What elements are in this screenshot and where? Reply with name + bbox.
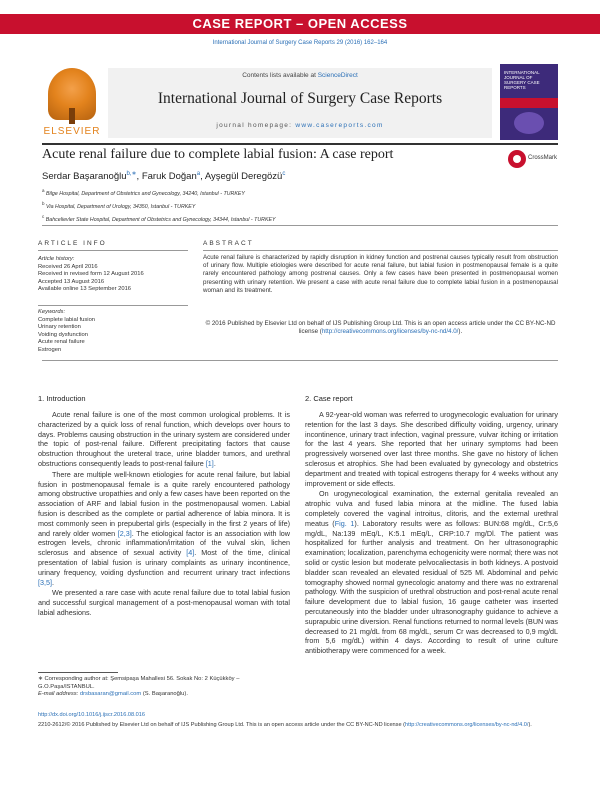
history-item: Received in revised form 12 August 2016 [38,271,144,278]
open-access-banner: CASE REPORT – OPEN ACCESS [0,14,600,34]
affiliation-marker: a [42,188,45,193]
email-link[interactable]: drsbasaran@gmail.com [79,691,142,698]
author-name: Ayşegül Deregözü [204,171,283,183]
keyword: Estrogen [38,346,62,353]
case-text: ). Laboratory results were as follows: BUN:68 mg/dL, Cr:5,6 mg/dL, Na:139 mEq/L, K:5.1 mEq/L, CRP:10.7 mg/Dl. The patient was hospitalized for further analysis and treatment. On her ultrasonographic examination; localization, parenchyma echogenicity were normal; there was not solid or cystic lesion but moderate pelvocaliectasis in both kidneys. A postvoid bladder scan revealed an elevated residual of 525 Ml. Abdominal and pelvic tomography showed normal gynecologic anatomy and there was no extrarenal pathology. With the suspicion of urethral obstruction and post-renal acute renal failure development due to labial fusion, 16 gauge catheter was inserted percutaneously into the bladder under ultrasonography guidance to achieve a suprapubic urine diversion. Renal functions returned to normal levels (BUN was decreased to 21 mg/dL from 68 mg/dL, serum Cr was decreased to 0,9 mg/dL from 5,6 mg/dL) within 4 days. According to result of urine culture antibiotherapy were commenced for a week. [305,518,559,656]
history-heading: Article history: [38,256,75,262]
cover-title: INTERNATIONAL JOURNAL OF SURGERY CASE REPORTS [504,70,540,90]
author-list: Serdar Başaranoğlu$^{b,∗}$, Faruk Doğan$^a$, Ayşegül Deregözü$^c$ [42,171,286,183]
body-rule [42,360,558,361]
citation-link[interactable]: [1] [205,458,214,468]
abstract-rule [203,250,558,251]
affiliation [42,212,558,225]
abstract-text: Acute renal failure is characterized by rapidly disruption in kidney function and postrenal causes typically result from obstruction of urinary flow. Multiple etiologies were described for acute renal failure, but labial fusion in postmenopausal female is a quite rarely encountered pathology among postrenal causes. Only a few cases have been presented in postmenopausal women presenting with urinary retention. We present a case with acute renal failure due to complete labial fusion in a postmenopausal woman and its treatment. [203,254,558,294]
author-affil-marker[interactable]: b,∗ [126,171,137,177]
crossmark-icon [508,150,526,168]
article-title: Acute renal failure due to complete labial fusion: A case report [42,147,394,162]
citation-link[interactable]: [2,3] [117,528,132,538]
intro-text: . [52,577,54,587]
figure-link[interactable]: Fig. 1 [334,518,355,528]
corresponding-author-footnote [38,676,288,699]
author-name: Serdar Başaranoğlu [42,171,127,183]
elsevier-logo [42,64,102,140]
journal-cover-thumbnail [500,64,558,140]
history-item: Accepted 13 August 2016 [38,278,105,285]
copyright-end: ). [458,328,463,336]
intro-text: Acute renal failure is one of the most common urological problems. It is characterized by a quick loss of renal function, which develops over hours to days. Problems causing obstruction in the urinary system are considered under the topic of post-renal failure. Different precipitating factors that cause obstruction throughout the ureteral trace, urine bladder tumors, and urethral obstructions consequently leads to post-renal failure [38,410,290,468]
intro-paragraph [38,470,290,588]
affiliations [42,186,558,224]
contents-prefix: Contents lists available at [242,72,318,79]
email-label: E-mail address: [38,691,80,698]
author-email-line [38,691,288,699]
history-item: Available online 13 September 2016 [38,286,132,293]
article-info-rule [38,250,188,251]
journal-homepage [108,122,492,129]
journal-name: International Journal of Surgery Case Reports [157,90,443,107]
cover-stripe [500,98,558,108]
case-report-column [305,410,558,657]
case-text: On urogynecological examination, the external genitalia revealed an atrophic vulva and fused labia minora at the midline. The fused labia completely covered the vaginal introitus, clitoris, and the external urethral meatus ( [305,489,558,528]
masthead-box [108,68,492,138]
author-affil-marker[interactable]: a [196,171,201,177]
article-info-label: ARTICLE INFO [38,240,107,247]
affiliation-marker: c [42,213,45,219]
introduction-column [38,410,290,619]
contents-line [108,72,492,79]
journal-citation[interactable]: International Journal of Surgery Case Reports 29 (2016) 162–164 [212,40,388,46]
homepage-link[interactable]: www.casereports.com [295,122,384,129]
bottom-license-link[interactable]: http://creativecommons.org/licenses/by-nc-nd/4.0/ [405,722,529,728]
email-end: (S. Başaranoğlu). [141,691,188,698]
keyword: Voiding dysfunction [38,331,88,338]
author-name: Faruk Doğan [141,171,197,183]
keywords-heading: Keywords: [38,309,66,315]
copyright-text: © 2016 Published by Elsevier Ltd on behalf of IJS Publishing Group Ltd. This is an open access article under the CC BY-NC-ND license ( [205,320,556,336]
history-item: Received 26 April 2016 [38,263,98,270]
keywords-rule [38,305,188,306]
author-affil-marker[interactable]: c [282,171,286,177]
citation-link[interactable]: [4] [186,548,195,558]
case-report-heading: 2. Case report [305,394,353,403]
corresponding-author: ∗ Corresponding author at: Şemsipaşa Mahallesi 56. Sokak No: 2 Küçükköy –G.O.Paşa/ISTANBUL. [38,676,240,690]
keyword: Acute renal failure [38,339,85,346]
abstract-copyright [203,320,558,336]
keywords-block [38,309,188,355]
case-paragraph: A 92-year-old woman was referred to urogynecologic evaluation for urinary retention for the last 3 days. She described difficulty voiding, urgency, urinary incontinence, urinary tract infection, vaginal pressure, vulvar itching or irritation for the last 4 years. She reported that her urinary symptoms had been progressively worsened over last three months. She gave no history of lichen sclerosus et atrophics. She had been evaluated by gynecology and obstetrics department and treated with topical estrogens therapy for 4 weeks without any improvement or side effects. [305,410,558,488]
keyword: Complete labial fusion [38,316,96,323]
intro-text: There are multiple well-known etiologies for acute renal failure, but labial fusion in postmenopausal female is a quite rarely encountered pathology among obstructive uropathies and only a few cases have been reported on the association of ARF and labial fusion in the postmenopausal women. Labial fusion is described as the complete or partial adherence of labia minora. It is most commonly seen in prepubertal girls (especially in the first 2 years of life) and rarely older women [38,469,290,538]
keyword: Urinary retention [38,324,81,331]
abstract-label: ABSTRACT [203,240,254,247]
doi-link[interactable]: http://dx.doi.org/10.1016/j.ijscr.2016.08.016 [38,712,145,718]
publisher-name: ELSEVIER [43,126,101,137]
bottom-license [38,722,560,729]
case-paragraph [305,489,558,656]
intro-text: . [213,458,216,468]
intro-paragraph [38,410,290,469]
affiliation-text: Bahcelievler State Hospital, Department of Obstetrics and Gynecology, 34344, Istanbul - TURKEY [45,216,276,223]
intro-paragraph: We presented a rare case with acute renal failure due to total labial fusion and successful surgical management of a post-menopausal woman with total labial adhesions. [38,588,290,617]
section-rule [42,225,558,226]
license-link[interactable]: http://creativecommons.org/licenses/by-nc-nd/4.0/ [321,328,459,336]
affiliation-text: Bilge Hospital, Department of Obstetrics and Gynecology, 34240, Istanbul - TURKEY [46,190,245,197]
affiliation [42,186,558,199]
introduction-heading: 1. Introduction [38,394,86,403]
affiliation-text: Via Hospital, Department of Urology, 34350, Istanbul - TURKEY [46,203,196,210]
crossmark-badge[interactable] [508,150,558,172]
cover-graphic [514,112,544,134]
homepage-prefix: journal homepage: [216,122,296,129]
affiliation-marker: b [42,200,45,206]
tree-trunk [69,108,75,124]
affiliation [42,199,558,212]
journal-masthead [42,64,558,140]
bottom-license-end: ). [528,722,532,728]
article-history [38,256,188,294]
crossmark-label: CrossMark [528,155,558,161]
intro-text: . The etiological factor is an association with low estrogen levels, chronic inflammation/irritation of the vulval skin, lichen sclerosus and absence of sexual activity [38,528,290,558]
bottom-license-text: 2210-2612/© 2016 Published by Elsevier Ltd on behalf of IJS Publishing Group Ltd. This is an open access article under the CC BY-NC-ND license ( [38,722,405,728]
citation-link[interactable]: [3,5] [38,577,52,587]
intro-text: . Most of the time, clinical presentation of labial fusion is urinary complaints as urinary incontinence, urinary frequency, voiding dysfunction and recurrent urinary tract infections [38,548,290,577]
sciencedirect-link[interactable]: ScienceDirect [317,72,358,79]
header-rule [42,143,558,145]
footnote-rule [38,672,118,673]
